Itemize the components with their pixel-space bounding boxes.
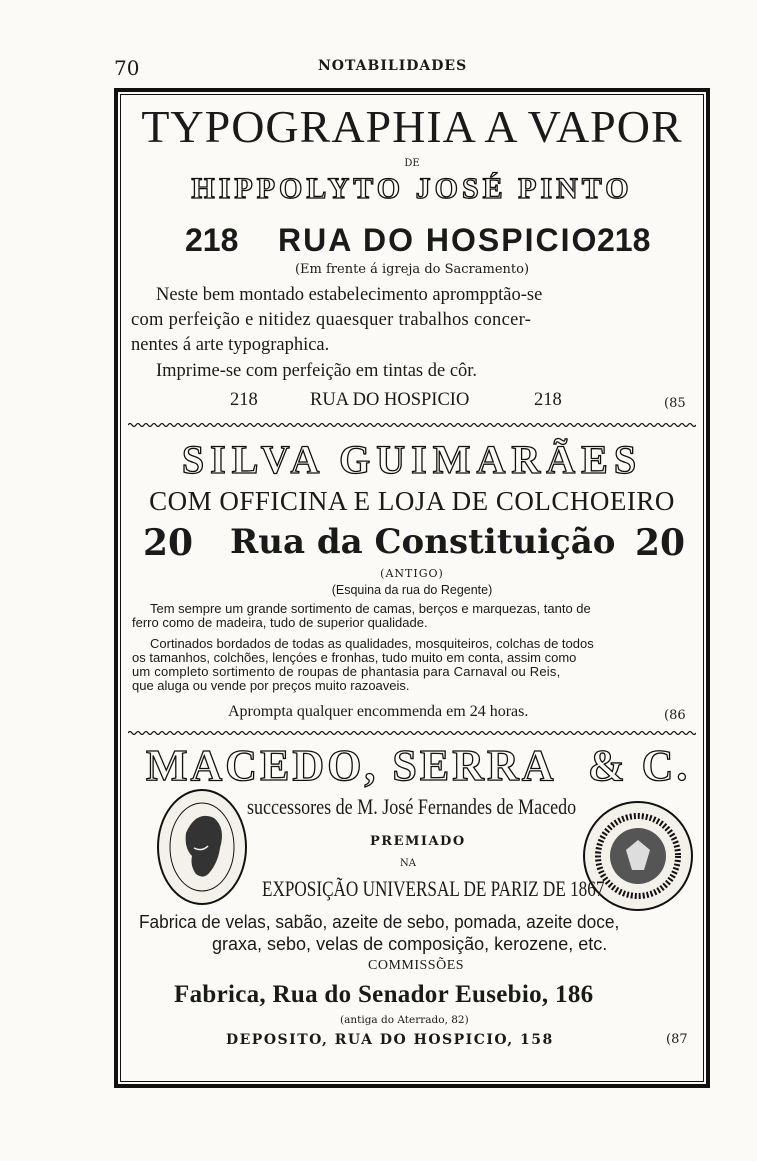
ad2-num-right: 20 xyxy=(635,522,686,564)
ad1-landmark: (Em frente á igreja do Sacramento) xyxy=(294,262,530,277)
ad1-footer-street: RUA DO HOSPICIO xyxy=(310,390,470,410)
ad1-street: RUA DO HOSPICIO xyxy=(278,222,599,258)
ad1-line3: nentes á arte typographica. xyxy=(131,335,330,355)
ad1-ref: (85 xyxy=(664,396,686,411)
ad2-title: SILVA GUIMARÃES xyxy=(181,437,643,482)
ad2-street: Rua da Constituição xyxy=(230,522,616,562)
ad3-successors: successores de M. José Fernandes de Macedo xyxy=(247,794,577,819)
ad1-num-right: 218 xyxy=(597,222,651,258)
ad3-products-1: Fabrica de velas, sabão, azeite de sebo, pomada, azeite doce, xyxy=(139,912,620,932)
ad3-products-2: graxa, sebo, velas de composição, kerozene, etc. xyxy=(212,934,608,954)
ad2-ref: (86 xyxy=(664,708,686,723)
ad1-line1: Neste bem montado estabelecimento aprompptão-se xyxy=(156,285,543,305)
ad3-title-suffix: & C. xyxy=(588,741,691,790)
ad1-de: DE xyxy=(404,158,420,169)
ad2-body-1: Tem sempre um grande sortimento de camas, berços e marquezas, tanto de xyxy=(150,601,591,616)
ad2-body-4: os tamanhos, colchões, lençóes e fronhas, tudo muito em conta, assim como xyxy=(132,650,577,665)
ad3-title: MACEDO, SERRA xyxy=(146,741,557,790)
ad1-num-left: 218 xyxy=(185,222,239,258)
wavy-rule-1 xyxy=(128,422,696,428)
ad3-exposicao: EXPOSIÇÃO UNIVERSAL DE PARIZ DE 1867 xyxy=(262,876,605,901)
ad1-footer-num-right: 218 xyxy=(534,390,562,410)
ad2-body-5: um completo sortimento de roupas de phantasia para Carnaval ou Reis, xyxy=(132,664,561,679)
ad3-deposit: DEPOSITO, RUA DO HOSPICIO, 158 xyxy=(226,1032,554,1048)
ad2-antigo: (ANTIGO) xyxy=(380,567,444,580)
ad1-title: TYPOGRAPHIA A VAPOR xyxy=(141,101,683,152)
ad2-body-3: Cortinados bordados de todas as qualidades, mosquiteiros, colchas de todos xyxy=(150,636,594,651)
ad3-na: NA xyxy=(400,858,416,869)
wavy-rule-2 xyxy=(128,730,696,736)
ad2-corner: (Esquina da rua do Regente) xyxy=(331,583,493,597)
page-number: 70 xyxy=(114,56,140,80)
ad1-line4: Imprime-se com perfeição em tintas de côr. xyxy=(156,361,478,381)
ad1-line2: com perfeição e nitidez quaesquer trabalhos concer- xyxy=(131,310,532,330)
ad2-body-6: que aluga ou vende por preços muito razoaveis. xyxy=(132,678,410,693)
ad3-factory-note: (antiga do Aterrado, 82) xyxy=(340,1014,469,1026)
ad1-footer-num-left: 218 xyxy=(230,390,258,410)
ad2-body-2: ferro como de madeira, tudo de superior qualidade. xyxy=(132,615,428,630)
ad3-ref: (87 xyxy=(666,1032,688,1047)
ad2-num-left: 20 xyxy=(143,522,194,564)
ad3-factory: Fabrica, Rua do Senador Eusebio, 186 xyxy=(174,981,594,1008)
ad2-subtitle: COM OFFICINA E LOJA DE COLCHOEIRO xyxy=(149,486,675,516)
running-header: NOTABILIDADES xyxy=(318,58,468,74)
ad3-premiado: PREMIADO xyxy=(370,834,466,849)
ad2-closing: Apromptа qualquer encommenda em 24 horas. xyxy=(228,703,529,720)
ad3-commissoes: COMMISSÕES xyxy=(368,958,465,973)
ad1-owner: HIPPOLYTO JOSÉ PINTO xyxy=(191,172,633,205)
napoleon-medal-icon xyxy=(156,788,248,906)
